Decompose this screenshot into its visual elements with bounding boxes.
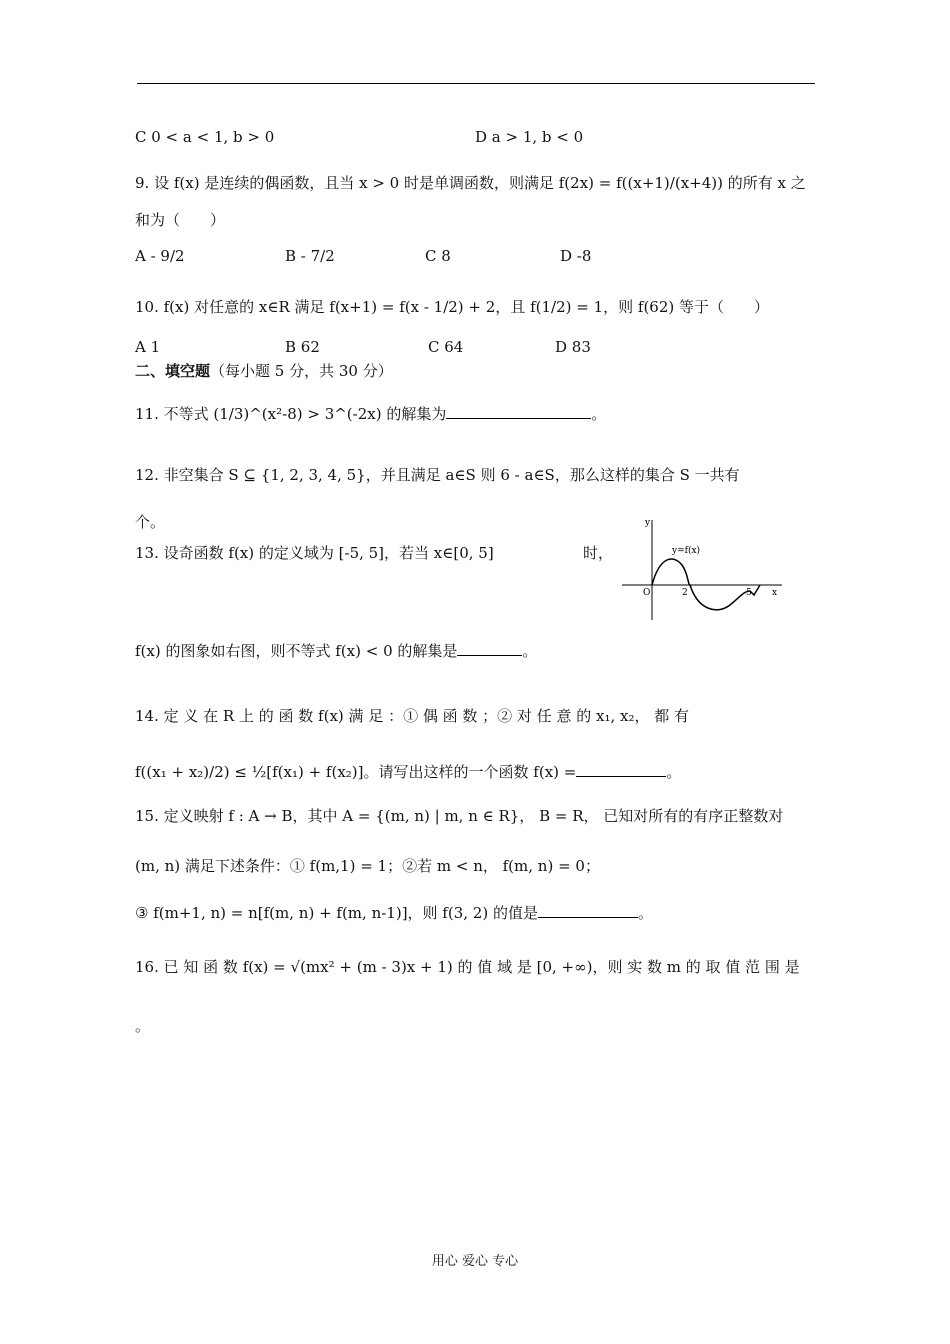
function-curve xyxy=(652,559,760,610)
x-axis-label: x xyxy=(772,588,778,598)
q12-stem: 12. 非空集合 S ⊆ {1, 2, 3, 4, 5}，并且满足 a∈S 则 6 - a∈S，那么这样的集合 S 一共有 xyxy=(135,466,740,484)
q14-end: 。 xyxy=(666,763,682,781)
curve-label: y=f(x) xyxy=(672,546,701,556)
section-title: 二、填空题 xyxy=(135,362,211,380)
q9-option-b: B - 7/2 xyxy=(285,247,335,265)
q9-stem: 9. 设 f(x) 是连续的偶函数，且当 x > 0 时是单调函数，则满足 f(2x) = f((x+1)/(x+4)) 的所有 x 之 xyxy=(135,174,806,192)
q11-stem: 11. 不等式 (1/3)^(x²-8) > 3^(-2x) 的解集为 xyxy=(135,405,447,423)
q9-stem-cont: 和为（ ） xyxy=(135,211,226,229)
page-footer: 用心 爱心 专心 xyxy=(431,1254,519,1269)
header-rule xyxy=(137,83,815,84)
q14-stem: 14. 定 义 在 R 上 的 函 数 f(x) 满 足 ：① 偶 函 数 ；② 对 任 意 的 x₁, x₂， 都 有 xyxy=(135,707,690,725)
q13-blank[interactable] xyxy=(457,641,522,656)
q10-option-b: B 62 xyxy=(285,338,320,356)
tick-5-label: 5 xyxy=(746,588,752,598)
q15-cond3-line xyxy=(135,903,653,923)
q10-stem: 10. f(x) 对任意的 x∈R 满足 f(x+1) = f(x - 1/2) + 2，且 f(1/2) = 1，则 f(62) 等于（ ） xyxy=(135,298,770,316)
q11-end: 。 xyxy=(591,405,607,423)
q15-blank[interactable] xyxy=(538,903,638,918)
q8-option-c: C 0 < a < 1, b > 0 xyxy=(135,128,275,146)
q10-option-a: A 1 xyxy=(135,338,161,356)
q16-cont: 。 xyxy=(135,1017,151,1035)
q13-cont-text: f(x) 的图象如右图，则不等式 f(x) < 0 的解集是 xyxy=(135,642,458,660)
q13-end: 。 xyxy=(522,642,538,660)
q14-blank[interactable] xyxy=(576,762,666,777)
q15-cond: (m, n) 满足下述条件：① f(m,1) = 1；②若 m < n， f(m, n) = 0； xyxy=(135,857,600,875)
q9-option-a: A - 9/2 xyxy=(135,247,185,265)
q16-stem: 16. 已 知 函 数 f(x) = √(mx² + (m - 3)x + 1) 的 值 域 是 [0, +∞)，则 实 数 m 的 取 值 范 围 是 xyxy=(135,958,800,976)
q13-graph xyxy=(612,515,787,625)
tick-2-label: 2 xyxy=(682,588,688,598)
q12-cont: 个。 xyxy=(135,513,166,531)
section-note: （每小题 5 分，共 30 分） xyxy=(210,362,393,380)
q13-cont xyxy=(135,641,537,661)
q13-stem: 13. 设奇函数 f(x) 的定义域为 [-5, 5]，若当 x∈[0, 5] xyxy=(135,544,494,562)
q8-option-d: D a > 1, b < 0 xyxy=(475,128,584,146)
q11 xyxy=(135,404,606,424)
q9-option-d: D -8 xyxy=(560,247,592,265)
y-axis-label: y xyxy=(645,518,651,528)
origin-label: O xyxy=(643,588,651,598)
q15-cond3: ③ f(m+1, n) = n[f(m, n) + f(m, n-1)]，则 f(3, 2) 的值是 xyxy=(135,904,538,922)
q14-cont xyxy=(135,762,681,782)
q9-option-c: C 8 xyxy=(425,247,451,265)
q15-end: 。 xyxy=(637,904,653,922)
q13-time: 时， xyxy=(583,544,614,562)
q10-option-d: D 83 xyxy=(555,338,591,356)
q15-stem: 15. 定义映射 f : A → B，其中 A = {(m, n) | m, n ∈ R}， B = R， 已知对所有的有序正整数对 xyxy=(135,807,784,825)
q10-option-c: C 64 xyxy=(428,338,464,356)
section-heading xyxy=(135,361,393,381)
q11-blank[interactable] xyxy=(446,404,591,419)
q14-cont-text: f((x₁ + x₂)/2) ≤ ½[f(x₁) + f(x₂)]。请写出这样的一个函数 f(x) = xyxy=(135,763,577,781)
